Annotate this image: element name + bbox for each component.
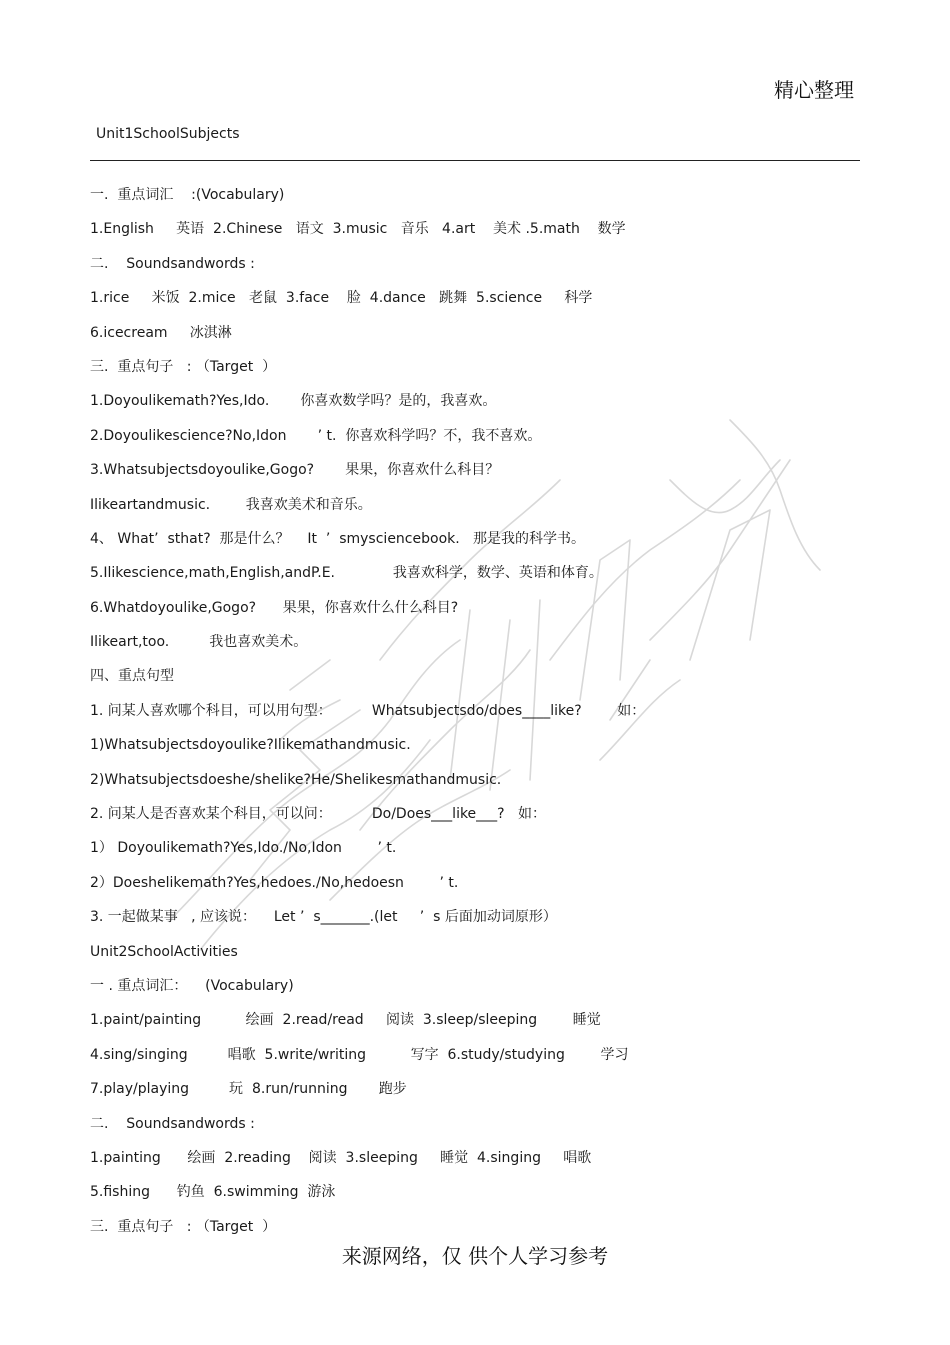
text-line: 4、 What’ sthat? 那是什么？ It ’ smysciencebook. 那是我的科学书。 — [90, 530, 586, 547]
text-line: 2.Doyoulikescience?No,Idon ’ t. 你喜欢科学吗？不，我不喜欢。 — [90, 427, 542, 444]
footer-note: 来源网络，仅 供个人学习参考 — [341, 1244, 609, 1268]
text-line: 1)Whatsubjectsdoyoulike?Ilikemathandmusic. — [90, 737, 411, 754]
header-note: 精心整理 — [774, 78, 854, 102]
text-line: 1.paint/painting 绘画 2.read/read 阅读 3.sleep/sleeping 睡觉 — [90, 1012, 601, 1029]
document-title: Unit1SchoolSubjects — [96, 126, 240, 142]
text-line: 1.rice 米饭 2.mice 老鼠 3.face 脸 4.dance 跳舞 5.science 科学 — [90, 290, 593, 307]
text-line: 5.fishing 钓鱼 6.swimming 游泳 — [90, 1184, 336, 1201]
text-line: 四、重点句型 — [90, 668, 174, 685]
text-line: 三. 重点句子 : （Target ） — [90, 1218, 277, 1235]
text-line: 1. 问某人喜欢哪个科目，可以用句型： Whatsubjectsdo/does____like? 如： — [90, 702, 646, 719]
text-line: 2. 问某人是否喜欢某个科目，可以问： Do/Does___like___? 如： — [90, 806, 546, 823]
text-line: 2)Whatsubjectsdoeshe/shelike?He/Shelikesmathandmusic. — [90, 771, 502, 788]
text-line: 二. Soundsandwords : — [90, 1115, 255, 1132]
text-line: 2）Doeshelikemath?Yes,hedoes./No,hedoesn ’ t. — [90, 874, 459, 891]
text-line: 1.Doyoulikemath?Yes,Ido. 你喜欢数学吗？是的，我喜欢。 — [90, 393, 497, 410]
text-line: 1） Doyoulikemath?Yes,Ido./No,Idon ’ t. — [90, 840, 397, 857]
header-rule — [90, 160, 860, 161]
text-line: 一 . 重点词汇： (Vocabulary) — [90, 977, 294, 994]
text-line: 3.Whatsubjectsdoyoulike,Gogo? 果果，你喜欢什么科目？ — [90, 462, 500, 479]
text-line: 5.Ilikescience,math,English,andP.E. 我喜欢科学，数学、英语和体育。 — [90, 565, 603, 582]
text-line: 6.Whatdoyoulike,Gogo? 果果，你喜欢什么什么科目? — [90, 599, 459, 616]
text-line: Ilikeart,too. 我也喜欢美术。 — [90, 634, 308, 651]
text-line: 二. Soundsandwords : — [90, 255, 255, 272]
text-line: Unit2SchoolActivities — [90, 943, 238, 960]
text-line: 三. 重点句子 : （Target ） — [90, 358, 277, 375]
text-line: Ilikeartandmusic. 我喜欢美术和音乐。 — [90, 496, 372, 513]
text-line: 1.English 英语 2.Chinese 语文 3.music 音乐 4.art 美术 .5.math 数学 — [90, 221, 626, 238]
document-body — [90, 186, 860, 1252]
text-line: 3. 一起做某事 , 应该说： Let ’ s_______.(let ’ s 后面加动词原形） — [90, 909, 557, 926]
text-line: 4.sing/singing 唱歌 5.write/writing 写字 6.study/studying 学习 — [90, 1046, 629, 1063]
text-line: 6.icecream 冰淇淋 — [90, 324, 232, 341]
text-line: 7.play/playing 玩 8.run/running 跑步 — [90, 1081, 407, 1098]
text-line: 1.painting 绘画 2.reading 阅读 3.sleeping 睡觉 4.singing 唱歌 — [90, 1149, 592, 1166]
text-line: 一. 重点词汇 :(Vocabulary) — [90, 187, 285, 203]
